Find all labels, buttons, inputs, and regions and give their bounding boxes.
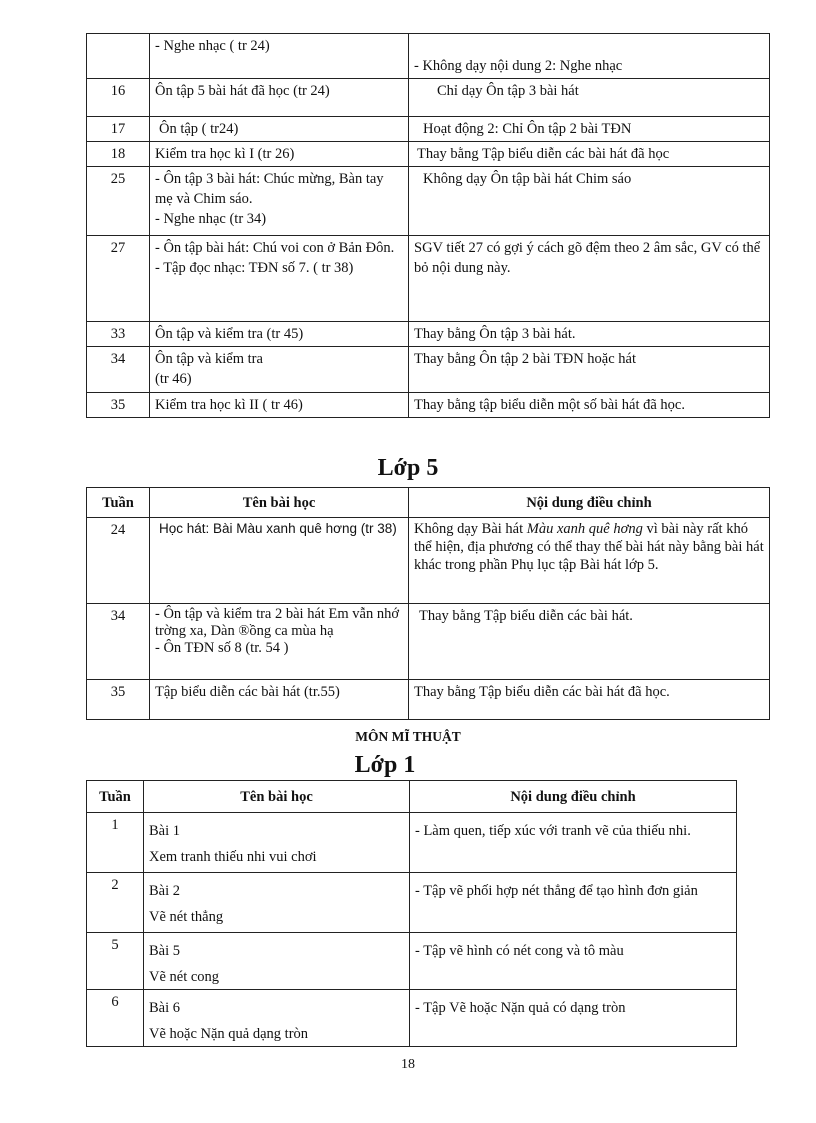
art-grade1-table <box>86 780 737 1047</box>
week-cell: 35 <box>87 393 150 418</box>
adjust-cell: Hoạt động 2: Chỉ Ôn tập 2 bài TĐN <box>409 117 770 142</box>
lesson-cell: Bài 1 Xem tranh thiếu nhi vui chơi <box>144 813 410 873</box>
song-title: Màu xanh quê hơng <box>526 521 643 537</box>
week-cell: 35 <box>87 680 150 720</box>
music-grade5-table <box>86 487 770 720</box>
adjust-cell: - Tập vẽ phối hợp nét thẳng để tạo hình đơn giản <box>410 873 737 933</box>
table-row <box>87 347 770 393</box>
table-row <box>87 236 770 322</box>
adjust-cell: Thay bằng Tập biểu diễn các bài hát đã học. <box>409 680 770 720</box>
lesson-cell: Học hát: Bài Màu xanh quê hơng (tr 38) <box>150 518 409 604</box>
week-cell: 1 <box>87 813 144 873</box>
lesson-header: Tên bài học <box>150 488 409 518</box>
lesson-cell: Bài 5 Vẽ nét cong <box>144 933 410 990</box>
table-row <box>87 34 770 79</box>
lesson-cell: - Ôn tập bài hát: Chú voi con ở Bản Đôn. - Tập đọc nhạc: TĐN số 7. ( tr 38) <box>150 236 409 322</box>
lesson-cell: - Ôn tập và kiểm tra 2 bài hát Em vẫn nhớ trờng xa, Dàn ®ồng ca mùa hạ - Ôn TĐN số 8 (tr. 54 ) <box>150 604 409 680</box>
adjust-cell: Thay bằng Tập biểu diễn các bài hát đã học <box>409 142 770 167</box>
week-cell: 27 <box>87 236 150 322</box>
music-grade4-table <box>86 33 770 418</box>
lesson-cell: Tập biểu diễn các bài hát (tr.55) <box>150 680 409 720</box>
table-row <box>87 604 770 680</box>
adjust-cell: - Tập vẽ hình có nét cong và tô màu <box>410 933 737 990</box>
lesson-cell: - Nghe nhạc ( tr 24) <box>150 34 409 79</box>
week-header: Tuần <box>87 781 144 813</box>
week-cell: 34 <box>87 347 150 393</box>
adjust-header: Nội dung điều chỉnh <box>409 488 770 518</box>
lesson-cell: Ôn tập và kiểm tra (tr 45) <box>150 322 409 347</box>
week-cell: 33 <box>87 322 150 347</box>
lesson-header: Tên bài học <box>144 781 410 813</box>
adjust-cell: SGV tiết 27 có gợi ý cách gõ đệm theo 2 âm sắc, GV có thể bỏ nội dung này. <box>409 236 770 322</box>
lesson-cell: Ôn tập 5 bài hát đã học (tr 24) <box>150 79 409 117</box>
lesson-cell: Ôn tập ( tr24) <box>150 117 409 142</box>
table-row <box>87 680 770 720</box>
week-cell: 2 <box>87 873 144 933</box>
header-row <box>87 488 770 518</box>
table-row <box>87 117 770 142</box>
table-row <box>87 393 770 418</box>
lesson-cell: Kiểm tra học kì II ( tr 46) <box>150 393 409 418</box>
header-row <box>87 781 737 813</box>
grade5-heading: Lớp 5 <box>377 455 439 481</box>
adjust-cell: Chỉ dạy Ôn tập 3 bài hát <box>409 79 770 117</box>
page-number: 18 <box>401 1057 415 1072</box>
grade1-heading: Lớp 1 <box>354 752 416 778</box>
lesson-cell: - Ôn tập 3 bài hát: Chúc mừng, Bàn tay mẹ và Chim sáo. - Nghe nhạc (tr 34) <box>150 167 409 236</box>
table-row <box>87 518 770 604</box>
lesson-cell: Bài 2 Vẽ nét thẳng <box>144 873 410 933</box>
table-row <box>87 142 770 167</box>
table-row <box>87 322 770 347</box>
lesson-cell: Ôn tập và kiểm tra (tr 46) <box>150 347 409 393</box>
week-cell: 34 <box>87 604 150 680</box>
week-cell: 25 <box>87 167 150 236</box>
week-cell: 18 <box>87 142 150 167</box>
adjust-cell: - Làm quen, tiếp xúc với tranh vẽ của thiếu nhi. <box>410 813 737 873</box>
week-cell: 5 <box>87 933 144 990</box>
adjust-cell: - Tập Vẽ hoặc Nặn quả có dạng tròn <box>410 990 737 1047</box>
adjust-cell: Thay bằng Tập biểu diễn các bài hát. <box>409 604 770 680</box>
week-cell: 24 <box>87 518 150 604</box>
lesson-cell: Kiểm tra học kì I (tr 26) <box>150 142 409 167</box>
lesson-cell: Bài 6 Vẽ hoặc Nặn quả dạng tròn <box>144 990 410 1047</box>
table-row <box>87 873 737 933</box>
adjust-cell: Thay bằng tập biểu diễn một số bài hát đã học. <box>409 393 770 418</box>
week-cell <box>87 34 150 79</box>
table-row <box>87 990 737 1047</box>
week-cell: 6 <box>87 990 144 1047</box>
table-row <box>87 813 737 873</box>
week-cell: 16 <box>87 79 150 117</box>
table-row <box>87 167 770 236</box>
week-cell: 17 <box>87 117 150 142</box>
adjust-header: Nội dung điều chỉnh <box>410 781 737 813</box>
adjust-cell: Thay bằng Ôn tập 2 bài TĐN hoặc hát <box>409 347 770 393</box>
adjust-cell: - Không dạy nội dung 2: Nghe nhạc <box>409 34 770 79</box>
table-row <box>87 79 770 117</box>
week-header: Tuần <box>87 488 150 518</box>
adjust-cell: Thay bằng Ôn tập 3 bài hát. <box>409 322 770 347</box>
subject-heading: MÔN MĨ THUẬT <box>355 729 461 744</box>
adjust-cell: Không dạy Bài hát Màu xanh quê hơng vì bài này rất khó thể hiện, địa phương có thể thay thế bài hát này bằng bài hát khác trong phần Phụ lục tập Bài hát lớp 5. <box>409 518 770 604</box>
table-row <box>87 933 737 990</box>
adjust-cell: Không dạy Ôn tập bài hát Chim sáo <box>409 167 770 236</box>
